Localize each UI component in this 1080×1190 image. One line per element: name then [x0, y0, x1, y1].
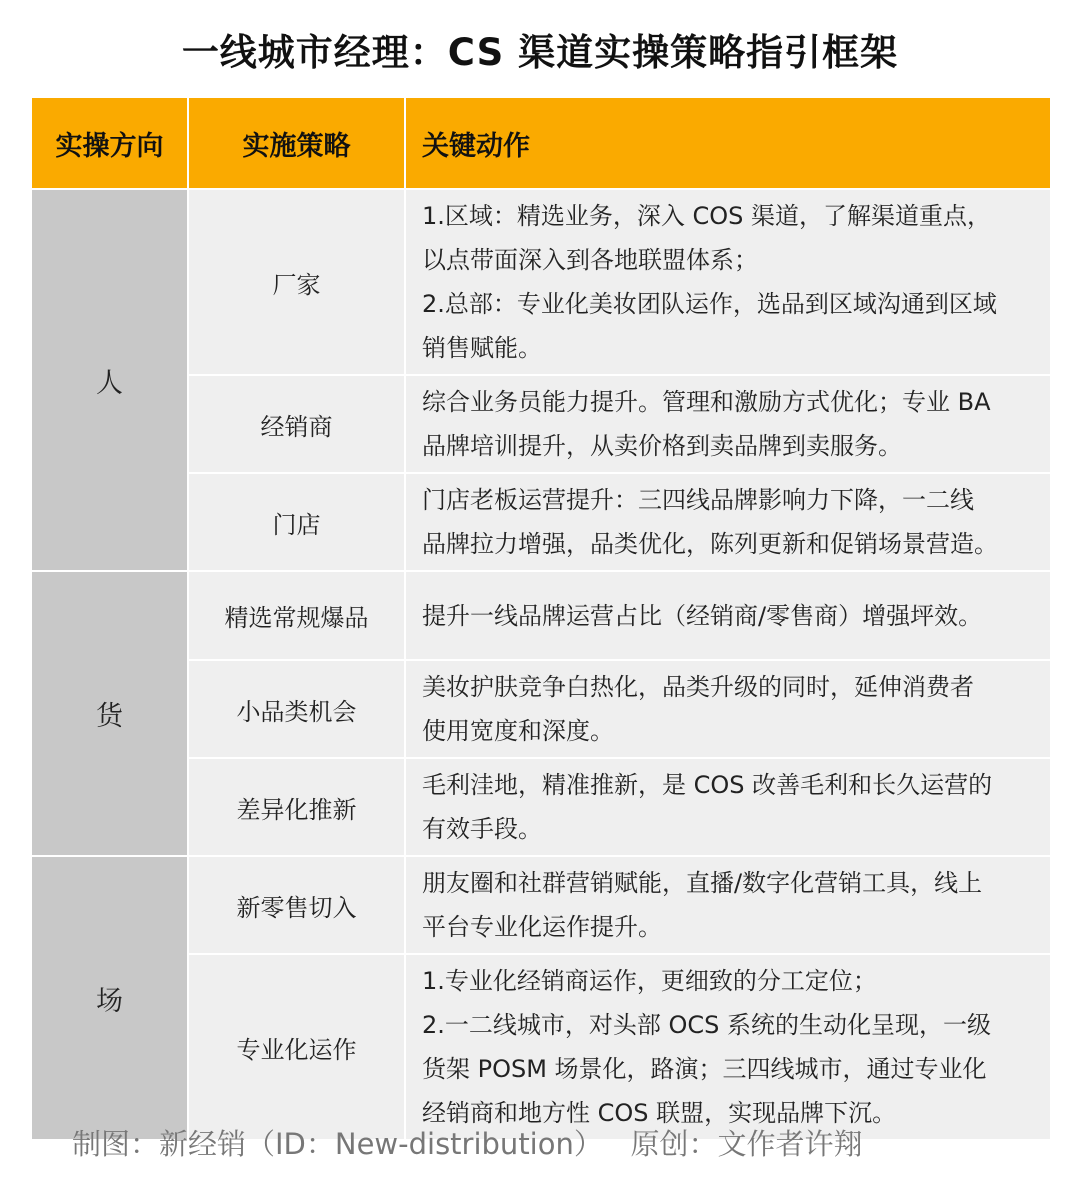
header-actions: 关键动作 — [405, 97, 1051, 189]
strategy-cell: 专业化运作 — [188, 954, 405, 1140]
action-cell: 1.专业化经销商运作，更细致的分工定位； 2.一二线城市，对头部 OCS 系统的生动化呈现，一级 货架 POSM 场景化，路演；三四线城市，通过专业化 经销商和地方性 COS 联盟，实现品牌下沉。 — [405, 954, 1051, 1140]
strategy-cell: 小品类机会 — [188, 660, 405, 758]
action-cell: 1.区域：精选业务，深入 COS 渠道，了解渠道重点， 以点带面深入到各地联盟体系； 2.总部：专业化美妆团队运作，选品到区域沟通到区域 销售赋能。 — [405, 189, 1051, 375]
strategy-cell: 厂家 — [188, 189, 405, 375]
direction-cell: 人 — [31, 189, 188, 571]
table-row — [31, 571, 1051, 660]
table-row — [31, 189, 1051, 375]
header-direction: 实操方向 — [31, 97, 188, 189]
table-header-row — [31, 97, 1051, 189]
strategy-cell: 差异化推新 — [188, 758, 405, 856]
action-cell: 门店老板运营提升：三四线品牌影响力下降，一二线 品牌拉力增强，品类优化，陈列更新和促销场景营造。 — [405, 473, 1051, 571]
action-cell: 朋友圈和社群营销赋能，直播/数字化营销工具，线上 平台专业化运作提升。 — [405, 856, 1051, 954]
action-cell: 提升一线品牌运营占比（经销商/零售商）增强坪效。 — [405, 571, 1051, 660]
page-title: 一线城市经理：CS 渠道实操策略指引框架 — [181, 31, 899, 74]
direction-cell: 货 — [31, 571, 188, 856]
strategy-cell: 新零售切入 — [188, 856, 405, 954]
action-cell: 美妆护肤竞争白热化，品类升级的同时，延伸消费者 使用宽度和深度。 — [405, 660, 1051, 758]
header-strategy: 实施策略 — [188, 97, 405, 189]
strategy-cell: 门店 — [188, 473, 405, 571]
direction-cell: 场 — [31, 856, 188, 1140]
action-cell: 毛利洼地，精准推新，是 COS 改善毛利和长久运营的 有效手段。 — [405, 758, 1051, 856]
table-row — [31, 856, 1051, 954]
action-cell: 综合业务员能力提升。管理和激励方式优化；专业 BA 品牌培训提升，从卖价格到卖品牌到卖服务。 — [405, 375, 1051, 473]
strategy-table — [30, 96, 1052, 1141]
strategy-cell: 经销商 — [188, 375, 405, 473]
strategy-cell: 精选常规爆品 — [188, 571, 405, 660]
footer-credit: 制图：新经销（ID：New-distribution） 原创：文作者许翔 — [72, 1127, 863, 1161]
